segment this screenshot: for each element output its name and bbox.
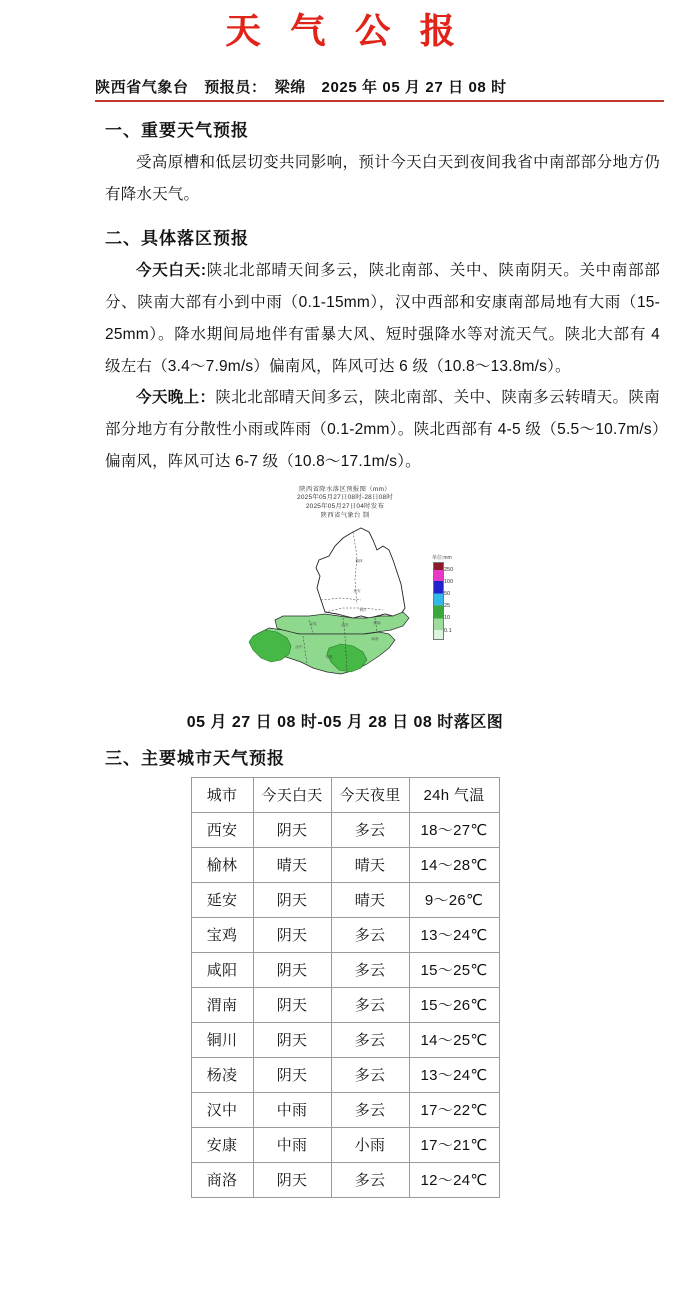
map-label-yulin: 榆林 <box>355 558 363 563</box>
col-header-day: 今天白天 <box>253 777 331 812</box>
night-label: 今天晚上： <box>136 389 216 407</box>
legend-label-50: 50 <box>444 590 451 597</box>
table-header-row <box>191 777 499 812</box>
cell-day: 阴天 <box>253 1022 331 1057</box>
cell-night: 多云 <box>331 1022 409 1057</box>
cell-night: 小雨 <box>331 1127 409 1162</box>
legend-label-100: 100 <box>444 578 454 585</box>
cell-night: 多云 <box>331 917 409 952</box>
table-row <box>191 812 499 847</box>
byline: 陕西省气象台 预报员： 梁绵 2025 年 05 月 27 日 08 时 <box>95 78 507 96</box>
cell-day: 中雨 <box>253 1092 331 1127</box>
map-outline-north <box>316 528 405 618</box>
map-header-line-4: 陕西省气象台 制 <box>320 512 370 519</box>
cell-day: 中雨 <box>253 1127 331 1162</box>
cell-temp: 13～24℃ <box>409 917 499 952</box>
cell-night: 晴天 <box>331 847 409 882</box>
col-header-night: 今天夜里 <box>331 777 409 812</box>
cell-day: 阴天 <box>253 952 331 987</box>
section-1-body: 受高原槽和低层切变共同影响，预计今天白天到夜间我省中南部部分地方仍有降水天气。 <box>105 153 660 203</box>
cell-temp: 15～25℃ <box>409 952 499 987</box>
byline-rule <box>95 76 664 102</box>
section-3-heading: 三、主要城市天气预报 <box>105 748 285 768</box>
night-body: 陕北北部晴天间多云，陕北南部、关中、陕南多云转晴天。陕南部分地方有分散性小雨或阵雨（0.1-2mm）。陕北西部有 4-5 级（5.5～10.7m/s）偏南风，阵风可达 6-7 级（10.8～17.1m/s）。 <box>105 389 660 470</box>
legend-label-250: 250 <box>444 566 454 573</box>
map-caption: 05 月 27 日 08 时-05 月 28 日 08 时落区图 <box>186 713 504 731</box>
cell-night: 多云 <box>331 952 409 987</box>
table-row <box>191 952 499 987</box>
cell-city: 汉中 <box>191 1092 253 1127</box>
city-forecast-table <box>191 777 500 1198</box>
cell-temp: 13～24℃ <box>409 1057 499 1092</box>
cell-temp: 14～28℃ <box>409 847 499 882</box>
cell-temp: 12～24℃ <box>409 1162 499 1197</box>
cell-day: 阴天 <box>253 987 331 1022</box>
map-header-line-3: 2025年05月27日04时发布 <box>305 503 385 511</box>
map-legend <box>431 554 471 638</box>
legend-color-bar <box>433 562 444 640</box>
map-label-hanzhong: 汉中 <box>295 644 303 649</box>
map-label-tongchuan: 铜川 <box>359 607 367 612</box>
section-2-night <box>105 382 660 477</box>
map-label-weinan: 渭南 <box>373 620 381 625</box>
cell-night: 多云 <box>331 1162 409 1197</box>
table-row <box>191 847 499 882</box>
cell-temp: 17～22℃ <box>409 1092 499 1127</box>
legend-title: 单位:mm <box>432 554 452 561</box>
cell-day: 阴天 <box>253 882 331 917</box>
legend-label-0.1: 0.1 <box>444 627 452 634</box>
cell-city: 渭南 <box>191 987 253 1022</box>
precipitation-map-figure <box>0 486 690 732</box>
legend-tick-labels <box>444 562 470 638</box>
section-1-heading: 一、重要天气预报 <box>105 120 249 140</box>
table-row <box>191 1092 499 1127</box>
section-2-daytime <box>105 255 660 382</box>
cell-city: 榆林 <box>191 847 253 882</box>
cell-temp: 14～25℃ <box>409 1022 499 1057</box>
section-2-heading: 二、具体落区预报 <box>105 229 249 249</box>
table-row <box>191 987 499 1022</box>
cell-day: 晴天 <box>253 847 331 882</box>
table-row <box>191 1022 499 1057</box>
legend-label-25: 25 <box>444 602 451 609</box>
legend-bar-wrap <box>431 562 471 638</box>
cell-city: 铜川 <box>191 1022 253 1057</box>
col-header-city: 城市 <box>191 777 253 812</box>
cell-temp: 15～26℃ <box>409 987 499 1022</box>
map-header-line-2: 2025年05月27日08时-28日08时 <box>297 494 393 502</box>
cell-day: 阴天 <box>253 917 331 952</box>
map-label-baoji: 宝鸡 <box>309 621 317 626</box>
cell-temp: 9～26℃ <box>409 882 499 917</box>
table-body <box>191 812 499 1197</box>
cell-night: 多云 <box>331 1057 409 1092</box>
daytime-label: 今天白天: <box>136 262 207 280</box>
map-label-ankang: 安康 <box>325 654 333 659</box>
cell-day: 阴天 <box>253 1057 331 1092</box>
cell-night: 晴天 <box>331 882 409 917</box>
cell-night: 多云 <box>331 987 409 1022</box>
map-container <box>217 486 473 701</box>
map-header-line-1: 陕西省降水落区预报图（mm） <box>299 485 391 493</box>
map-label-yanan: 延安 <box>353 588 361 593</box>
page-title: 天 气 公 报 <box>225 12 465 51</box>
cell-temp: 18～27℃ <box>409 812 499 847</box>
cell-city: 商洛 <box>191 1162 253 1197</box>
cell-city: 西安 <box>191 812 253 847</box>
cell-night: 多云 <box>331 812 409 847</box>
map-label-shangluo: 商洛 <box>371 636 379 641</box>
table-row <box>191 882 499 917</box>
cell-day: 阴天 <box>253 812 331 847</box>
table-row <box>191 1162 499 1197</box>
table-row <box>191 917 499 952</box>
cell-city: 杨凌 <box>191 1057 253 1092</box>
daytime-body: 陕北北部晴天间多云，陕北南部、关中、陕南阴天。关中南部部分、陕南大部有小到中雨（0.1-15mm），汉中西部和安康南部局地有大雨（15-25mm）。降水期间局地伴有雷暴大风、短时强降水等对流天气。陕北大部有 4 级左右（3.4～7.9m/s）偏南风，阵风可达 6 级（10.8～13.8m/s）。 <box>105 262 660 375</box>
cell-city: 咸阳 <box>191 952 253 987</box>
cell-city: 宝鸡 <box>191 917 253 952</box>
cell-day: 阴天 <box>253 1162 331 1197</box>
cell-temp: 17～21℃ <box>409 1127 499 1162</box>
table-row <box>191 1127 499 1162</box>
cell-city: 安康 <box>191 1127 253 1162</box>
legend-label-10: 10 <box>444 614 451 621</box>
cell-city: 延安 <box>191 882 253 917</box>
table-row <box>191 1057 499 1092</box>
map-label-xian: 西安 <box>341 622 349 627</box>
cell-night: 多云 <box>331 1092 409 1127</box>
col-header-temp: 24h 气温 <box>409 777 499 812</box>
